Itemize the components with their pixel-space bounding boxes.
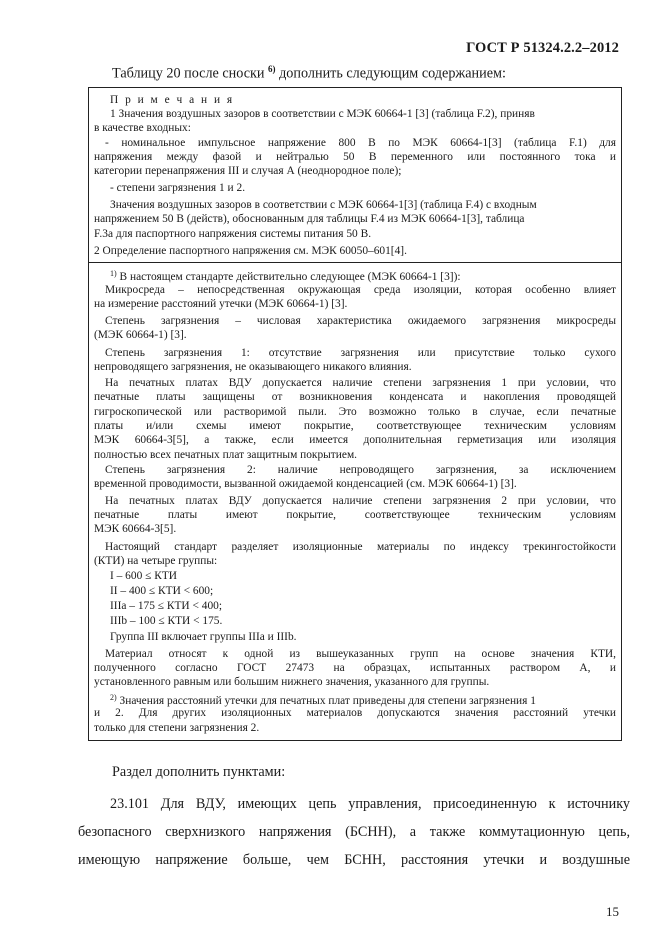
notes-title: П р и м е ч а н и я [110,94,235,106]
footnote-line: МЭК 60664-3[5], а также, если имеется дополнительная герметизация или изоляция [94,434,616,446]
footnote-1-mark: 1) [110,269,117,278]
document-standard-header: ГОСТ Р 51324.2.2–2012 [466,40,619,56]
notes-line: F.3а для паспортного напряжения системы питания 50 В. [94,228,372,240]
notes-line: Значения воздушных зазоров в соответствии с МЭК 60664-1[3] (таблица F.4) с входным [110,199,537,211]
notes-line: 1 Значения воздушных зазоров в соответствии с МЭК 60664-1 [3] (таблица F.2), приняв [110,108,535,120]
footnote-line: На печатных платах ВДУ допускается наличие степени загрязнения 2 при условии, что [105,495,616,507]
table-20-notes-box [88,87,622,741]
footnote-line: (МЭК 60664-1) [3]. [94,329,187,341]
footnote-line: полученного согласно ГОСТ 27473 на образцах, испытанных раствором А, и [94,662,616,674]
section-heading: Раздел дополнить пунктами: [112,764,286,780]
footnote-1-text: В настоящем стандарте действительно следующее (МЭК 60664-1 [3]): [119,271,461,283]
page-number: 15 [606,904,619,919]
notes-line: 2 Определение паспортного напряжения см. МЭК 60050–601[4]. [94,245,407,257]
footnote-line: печатные платы защищены от возникновения конденсата и накопления проводящей [94,391,616,403]
notes-line: в качестве входных: [94,122,191,134]
footnote-line: IIIb – 100 ≤ КТИ < 175. [110,615,223,627]
footnote-2-text: Значения расстояний утечки для печатных плат приведены для степени загрязнения 1 [119,695,536,707]
footnote-line: и 2. Для других изоляционных материалов допускаются значения расстояний утечки [94,707,616,719]
footnote-line: Настоящий стандарт разделяет изоляционные материалы по индексу трекингостойкости [105,541,616,553]
footnote-line: гигроскопической или растворимой пыли. Это возможно только в случае, если печатные [94,406,616,418]
body-paragraph-line: 23.101 Для ВДУ, имеющих цепь управления, присоединенную к источнику [110,796,630,812]
footnote-line: Степень загрязнения 1: отсутствие загрязнения или присутствие только сухого [105,347,616,359]
footnote-line: Степень загрязнения 2: наличие непроводящего загрязнения, за исключением [105,464,616,476]
notes-line: напряжением 50 В (действ), обоснованным для таблицы F.4 из МЭК 60664-1[3], таблица [94,213,525,225]
footnote-1-line [105,267,466,284]
footnote-line: Микросреда – непосредственная окружающая среда изоляции, которая особенно влияет [105,284,616,296]
footnote-line: непроводящего загрязнения, не оказывающего никакого влияния. [94,361,412,373]
footnote-line: Материал относят к одной из вышеуказанных групп на основе значения КТИ, [105,648,616,660]
footnote-line: МЭК 60664-3[5]. [94,523,177,535]
footnote-line: На печатных платах ВДУ допускается наличие степени загрязнения 1 при условии, что [105,377,616,389]
footnote-line: на измерение расстояний утечки (МЭК 60664-1) [3]. [94,298,348,310]
footnote-line: I – 600 ≤ КТИ [110,570,177,582]
footnote-line: установленного равным или большим нижнего значения, указанного для группы. [94,676,490,688]
footnote-line: Группа III включает группы IIIa и IIIb. [110,631,297,643]
notes-line: напряжения между фазой и нейтралью 50 В переменного или постоянного тока и [94,151,616,163]
footnote-line: платы и/или схемы имеют покрытие, соответствующее техническим условиям [94,420,616,432]
footnote-ref-6: 6) [268,64,276,74]
notes-line: категории перенапряжения III и случая А (неоднородное поле); [94,165,402,177]
footnote-line: полностью всех печатных плат защитным покрытием. [94,449,357,461]
footnote-line: временной проводимости, вызванной ожидаемой конденсацией (см. МЭК 60664-1) [3]. [94,478,517,490]
footnote-line: только для степени загрязнения 2. [94,722,260,734]
notes-line: - номинальное импульсное напряжение 800 В по МЭК 60664-1[3] (таблица F.1) для [105,137,616,149]
footnote-line: IIIa – 175 ≤ КТИ < 400; [110,600,223,612]
notes-section [89,88,621,263]
body-paragraph-line: безопасного сверхнизкого напряжения (БСНН), а также коммутационную цепь, [78,824,630,840]
footnote-line: Степень загрязнения – числовая характеристика ожидаемого загрязнения микросреды [105,315,616,327]
intro-text: Таблицу 20 после сноски [112,65,265,82]
footnote-2-mark: 2) [110,693,117,702]
footnote-line: печатные платы имеют покрытие, соответствующее техническим условиям [94,509,616,521]
footnote-line: II – 400 ≤ КТИ < 600; [110,585,214,597]
notes-line: - степени загрязнения 1 и 2. [110,182,246,194]
body-paragraph-line: имеющую напряжение больше, чем БСНН, расстояния утечки и воздушные [78,852,630,868]
intro-text-after: дополнить следующим содержанием: [279,65,506,82]
intro-sentence [112,64,506,83]
footnote-line: (КТИ) на четыре группы: [94,555,218,567]
